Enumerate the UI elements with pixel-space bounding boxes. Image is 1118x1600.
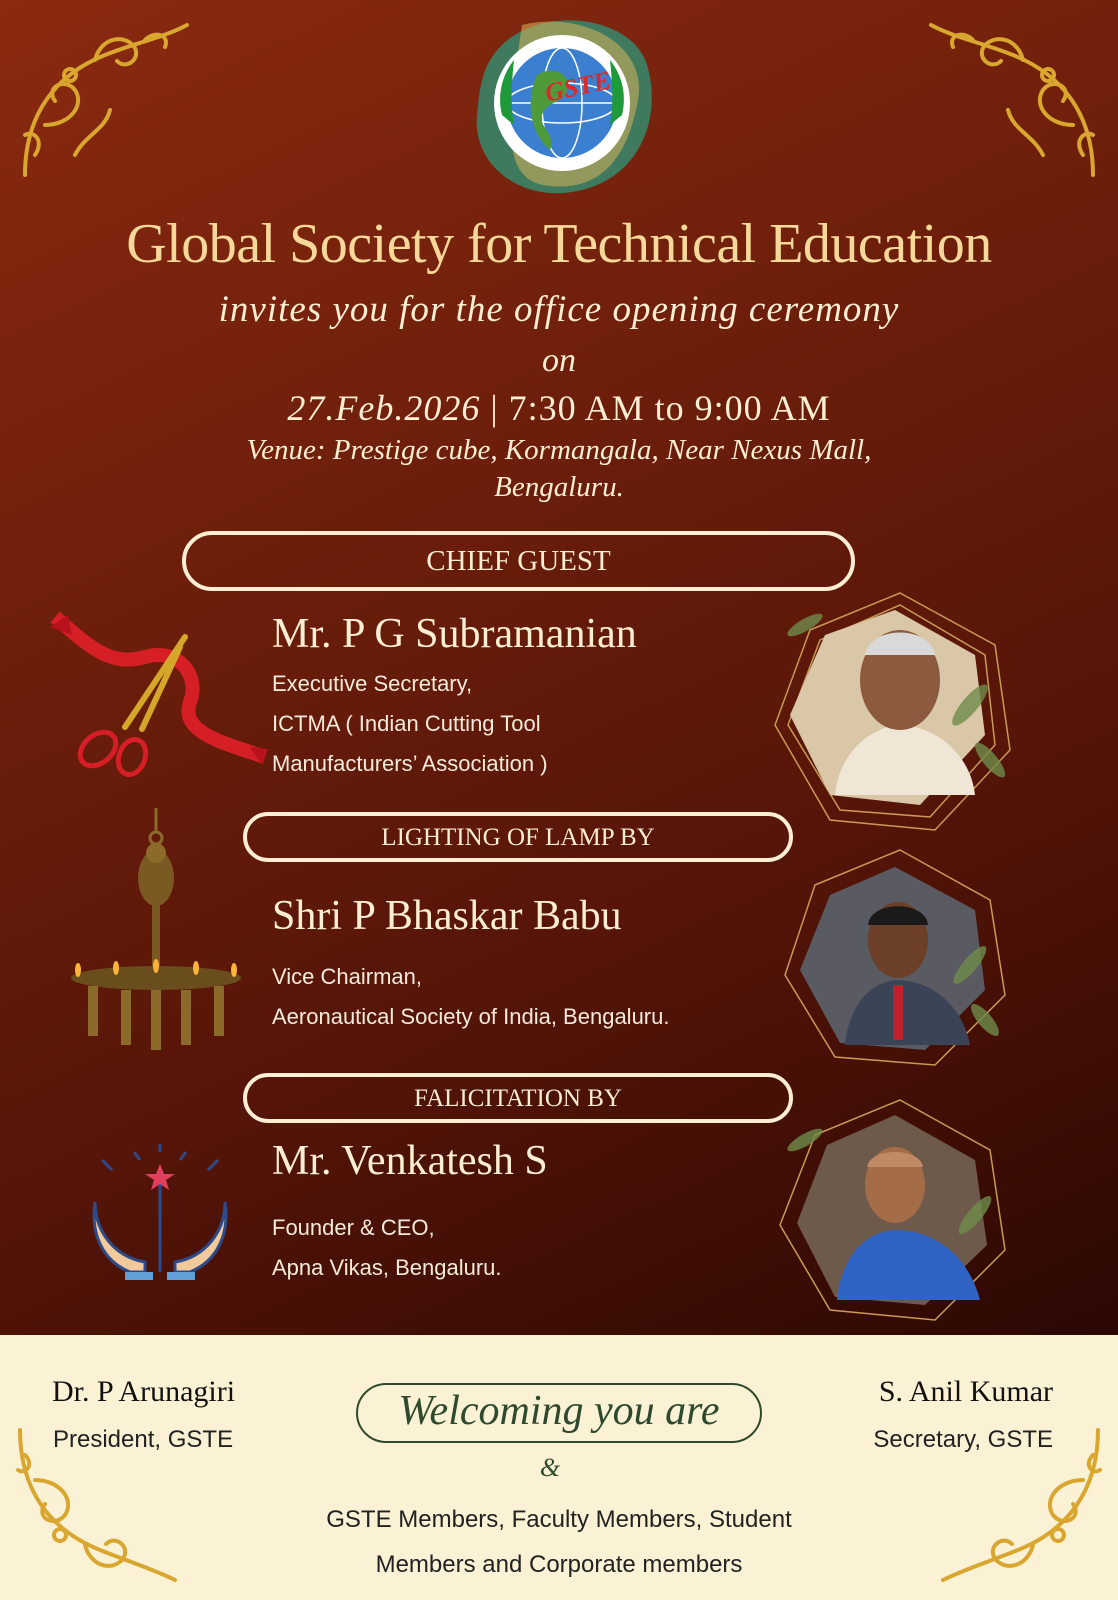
on-text: on — [542, 342, 576, 379]
felicitation-guest-name: Mr. Venkatesh S — [272, 1138, 548, 1184]
ribbon-scissors-icon — [50, 607, 270, 787]
corner-ornament-top-left-icon — [15, 15, 195, 185]
felicitation-guest-details — [272, 1208, 502, 1288]
oil-lamp-icon — [66, 808, 246, 1073]
corner-ornament-bottom-left-icon — [10, 1420, 180, 1590]
venue-line-1: Venue: Prestige cube, Kormangala, Near Nexus Mall, — [246, 434, 872, 466]
logo-text: GSTE — [542, 65, 614, 108]
event-time: 7:30 AM to 9:00 AM — [508, 388, 831, 428]
chief-guest-line: Manufacturers’ Association ) — [272, 751, 548, 776]
felicitation-heading: FALICITATION BY — [243, 1073, 793, 1123]
president-name: Dr. P Arunagiri — [52, 1375, 236, 1408]
corner-ornament-bottom-right-icon — [938, 1420, 1108, 1590]
members-line-2: Members and Corporate members — [375, 1551, 743, 1578]
lamp-guest-photo-frame — [780, 845, 1020, 1075]
hands-star-icon — [90, 1142, 230, 1287]
page-title: Global Society for Technical Education — [126, 213, 992, 275]
corner-ornament-top-right-icon — [923, 15, 1103, 185]
ampersand: & — [539, 1453, 561, 1482]
lamp-guest-details — [272, 957, 669, 1037]
chief-guest-line: Executive Secretary, — [272, 671, 473, 696]
event-venue — [0, 432, 1118, 506]
invite-line: invites you for the office opening ceremony — [218, 289, 900, 330]
chief-guest-photo-frame — [770, 585, 1030, 845]
secretary-name: S. Anil Kumar — [878, 1375, 1053, 1408]
felicitation-guest-line: Apna Vikas, Bengaluru. — [272, 1255, 502, 1280]
lamp-guest-line: Vice Chairman, — [272, 964, 422, 989]
chief-guest-name: Mr. P G Subramanian — [272, 611, 637, 657]
secretary-role: Secretary, GSTE — [873, 1426, 1053, 1453]
felicitation-guest-photo-frame — [775, 1095, 1025, 1330]
chief-guest-details — [272, 664, 548, 784]
members-line-1: GSTE Members, Faculty Members, Student — [326, 1506, 792, 1533]
venue-line-2: Bengaluru. — [494, 471, 624, 503]
lighting-lamp-heading: LIGHTING OF LAMP BY — [243, 812, 793, 862]
date-separator: | — [490, 388, 499, 428]
lamp-guest-name: Shri P Bhaskar Babu — [272, 893, 622, 939]
president-role: President, GSTE — [53, 1426, 234, 1453]
event-date: 27.Feb.2026 — [287, 388, 481, 428]
lamp-guest-line: Aeronautical Society of India, Bengaluru. — [272, 1004, 670, 1029]
felicitation-guest-line: Founder & CEO, — [272, 1215, 435, 1240]
event-datetime — [0, 387, 1118, 429]
welcoming-banner: Welcoming you are — [356, 1383, 762, 1443]
chief-guest-line: ICTMA ( Indian Cutting Tool — [272, 711, 541, 736]
chief-guest-heading: CHIEF GUEST — [182, 531, 855, 591]
